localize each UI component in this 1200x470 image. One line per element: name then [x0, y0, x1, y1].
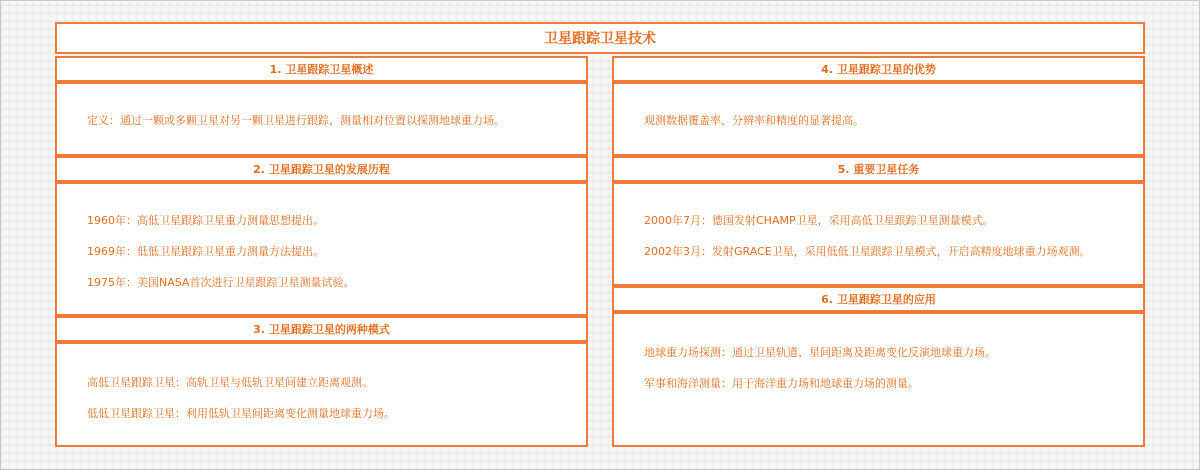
section-2-heading: 2. 卫星跟踪卫星的发展历程	[55, 156, 588, 182]
section-1-heading: 1. 卫星跟踪卫星概述	[55, 56, 588, 82]
section-1-body	[55, 82, 588, 156]
section-5-line-1: 2000年7月：德国发射CHAMP卫星，采用高低卫星跟踪卫星测量模式。	[644, 214, 994, 227]
section-4-line-1: 观测数据覆盖率、分辨率和精度的显著提高。	[644, 114, 864, 127]
section-6-line-1: 地球重力场探测：通过卫星轨道、星间距离及距离变化反演地球重力场。	[644, 346, 996, 359]
section-3-body	[55, 342, 588, 447]
section-6-body	[612, 312, 1145, 447]
section-5-line-2: 2002年3月：发射GRACE卫星，采用低低卫星跟踪卫星模式，开启高精度地球重力场观测。	[644, 245, 1091, 258]
section-2-line-2: 1969年：低低卫星跟踪卫星重力测量方法提出。	[87, 245, 324, 258]
section-3-line-2: 低低卫星跟踪卫星：利用低轨卫星间距离变化测量地球重力场。	[87, 407, 395, 420]
section-1-line-1: 定义：通过一颗或多颗卫星对另一颗卫星进行跟踪，测量相对位置以探测地球重力场。	[87, 114, 505, 127]
section-6-line-2: 军事和海洋测量：用于海洋重力场和地球重力场的测量。	[644, 377, 919, 390]
section-2-body	[55, 182, 588, 316]
section-3-line-1: 高低卫星跟踪卫星：高轨卫星与低轨卫星间建立距离观测。	[87, 376, 373, 389]
section-2-line-3: 1975年：美国NASA首次进行卫星跟踪卫星测量试验。	[87, 276, 355, 289]
section-5-heading: 5. 重要卫星任务	[612, 156, 1145, 182]
section-4-body	[612, 82, 1145, 156]
section-3-heading: 3. 卫星跟踪卫星的两种模式	[55, 316, 588, 342]
section-6-heading: 6. 卫星跟踪卫星的应用	[612, 286, 1145, 312]
diagram-title: 卫星跟踪卫星技术	[55, 22, 1145, 54]
section-5-body	[612, 182, 1145, 286]
section-4-heading: 4. 卫星跟踪卫星的优势	[612, 56, 1145, 82]
section-2-line-1: 1960年：高低卫星跟踪卫星重力测量思想提出。	[87, 214, 324, 227]
